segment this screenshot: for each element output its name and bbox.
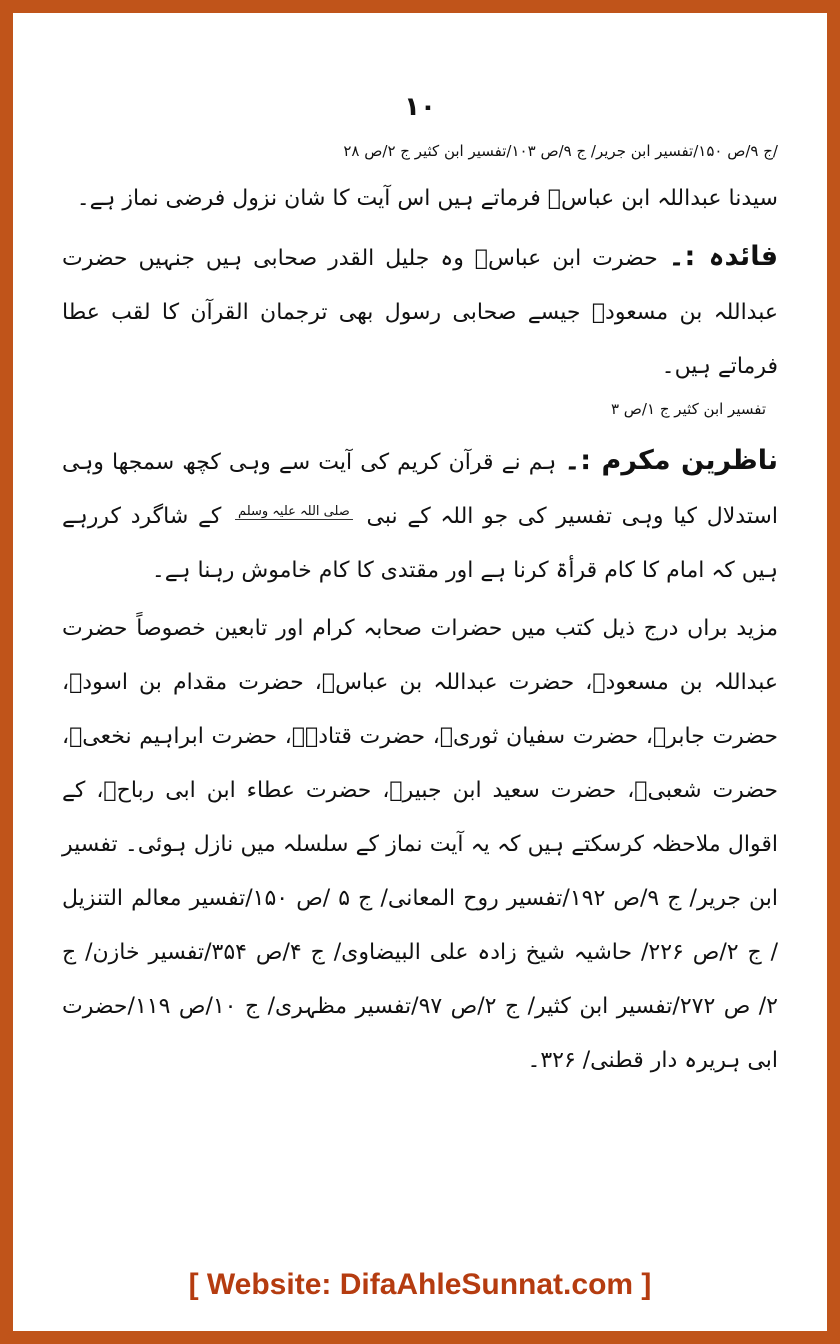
paragraph-faida bbox=[62, 230, 778, 394]
website-footer[interactable]: [ Website: DifaAhleSunnat.com ] bbox=[188, 1268, 652, 1301]
page-number: ۱۰ bbox=[404, 92, 436, 122]
nazireen-heading: ناظرین مکرم :۔ bbox=[564, 445, 778, 476]
paragraph-references: مزید براں درج ذیل کتب میں حضرات صحابہ کرام اور تابعین خصوصاً حضرت عبداللہ بن مسعودؓ، حضرت عبداللہ بن عباسؓ، حضرت مقدام بن اسودؓ، حضرت جابرؓ، حضرت سفیان ثوریؒ، حضرت قتادہؒ، حضرت ابراہیم نخعیؒ، حضرت شعبیؒ، حضرت سعید ابن جبیرؒ، حضرت عطاء ابن ابی رباحؒ، کے اقوال ملاحظہ کرسکتے ہیں کہ یہ آیت نماز کے سلسلہ میں نازل ہوئی۔ تفسیر ابن جریر/ ج ۹/ص ۱۹۲/تفسیر روح المعانی/ ج ۵ /ص ۱۵۰/تفسیر معالم التنزیل / ج ۲/ص ۲۲۶/ حاشیہ شیخ زادہ علی البیضاوی/ ج ۴/ص ۳۵۴/تفسیر خازن/ ج ۲/ ص ۲۷۲/تفسیر ابن کثیر/ ج ۲/ص ۹۷/تفسیر مظہری/ ج ۱۰/ص ۱۱۹/حضرت ابی ہریرہ دار قطنی/ ۳۲۶۔ bbox=[62, 616, 779, 1073]
faida-heading: فائدہ :۔ bbox=[668, 241, 779, 272]
faida-text: حضرت ابن عباسؓ وہ جلیل القدر صحابی ہیں جنہیں حضرت عبداللہ بن مسعودؓ جیسے صحابی رسول بھی ترجمان القرآن کا لقب عطا فرماتے ہیں۔ bbox=[62, 246, 778, 379]
salutation-symbol: صلی اللہ علیہ وسلم bbox=[235, 505, 353, 520]
page-content bbox=[62, 140, 778, 1092]
nazireen-text-a: ہم نے قرآن کریم کی آیت سے وہی کچھ سمجھا وہی استدلال کیا وہی تفسیر کی جو اللہ کے نبی bbox=[62, 450, 778, 529]
reference-line: /ج ۹/ص ۱۵۰/تفسیر ابن جریر/ ج ۹/ص ۱۰۳/تفسیر ابن کثیر ج ۲/ص ۲۸ bbox=[343, 142, 778, 160]
paragraph-nazireen bbox=[62, 434, 778, 598]
reference-ibn-kathir: تفسیر ابن کثیر ج ۱/ص ۳ bbox=[610, 400, 766, 418]
paragraph-shan-e-nuzool: سیدنا عبداللہ ابن عباسؓ فرماتے ہیں اس آیت کا شان نزول فرضی نماز ہے۔ bbox=[76, 186, 778, 211]
nazireen-text-b: کے شاگرد کررہے ہیں کہ امام کا کام قرأۃ کرنا ہے اور مقتدی کا کام خاموش رہنا ہے۔ bbox=[62, 504, 778, 583]
